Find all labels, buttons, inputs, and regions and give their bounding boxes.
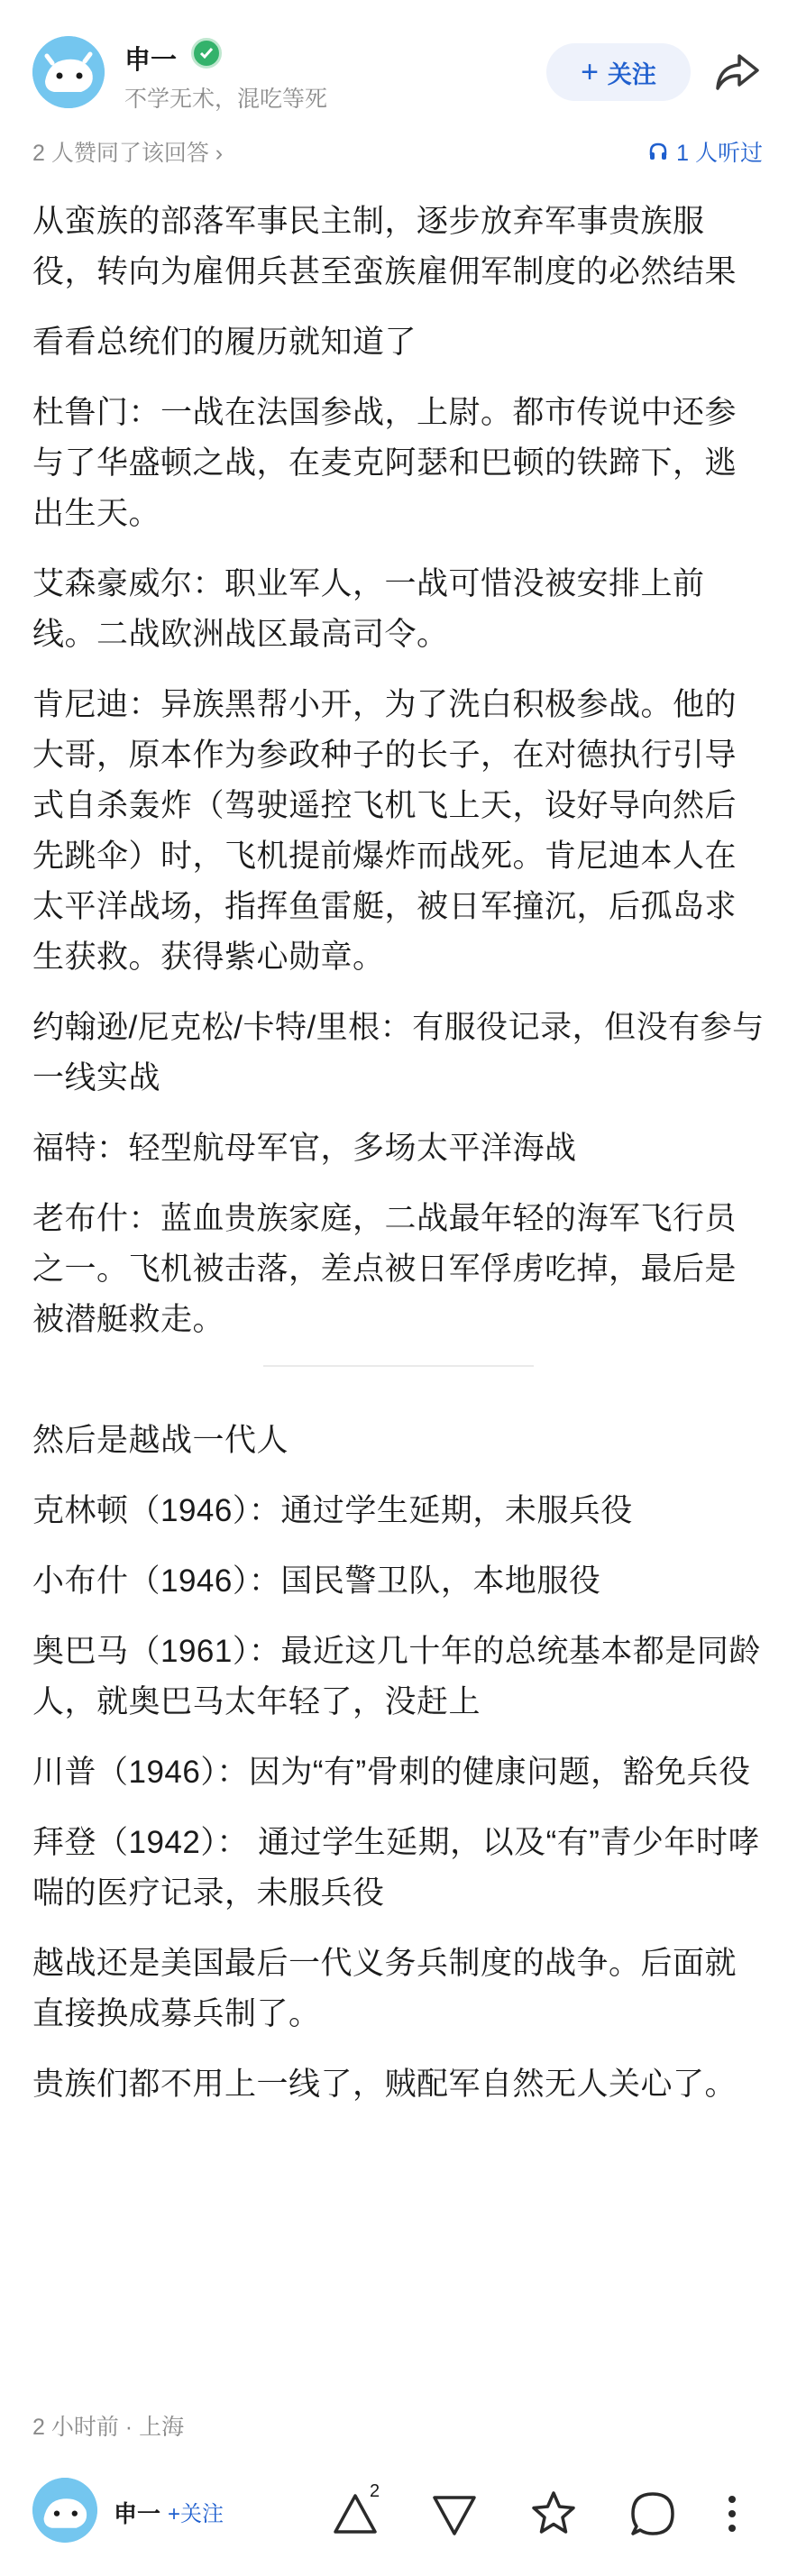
answer-paragraph: 奥巴马（1961）：最近这几十年的总统基本都是同龄人，就奥巴马太年轻了，没赶上 <box>32 1634 761 1719</box>
favorite-icon[interactable] <box>527 2487 581 2541</box>
comment-icon[interactable] <box>626 2487 680 2541</box>
answer-paragraph: 福特：轻型航母军官，多场太平洋海战 <box>32 1131 577 1166</box>
post-time-location: 2 小时前 · 上海 <box>32 2415 185 2440</box>
answer-paragraph: 越战还是美国最后一代义务兵制度的战争。后面就直接换成募兵制了。 <box>32 1946 737 2031</box>
author-name[interactable]: 申一 <box>124 46 178 75</box>
answer-body <box>32 197 765 2130</box>
author-bio: 不学无术，混吃等死 <box>124 87 328 112</box>
downvote-icon[interactable] <box>427 2487 481 2541</box>
plus-icon: + <box>581 54 599 89</box>
bottom-author-avatar[interactable] <box>32 2478 97 2543</box>
bottom-action-bar <box>0 2471 797 2570</box>
meta-row <box>0 135 797 171</box>
headphones-icon <box>647 141 669 162</box>
bottom-follow-button[interactable]: +关注 <box>168 2502 224 2526</box>
bottom-author-name[interactable]: 申一 <box>114 2500 161 2527</box>
share-icon[interactable] <box>712 50 763 94</box>
answer-paragraph: 约翰逊/尼克松/卡特/里根：有服役记录，但没有参与一线实战 <box>32 1010 765 1095</box>
listen-info[interactable] <box>647 135 763 168</box>
answer-paragraph: 川普（1946）：因为“有”骨刺的健康问题，豁免兵役 <box>32 1755 751 1790</box>
more-icon[interactable] <box>714 2487 750 2541</box>
answer-paragraph: 肯尼迪：异族黑帮小开，为了洗白积极参战。他的大哥，原本作为参政种子的长子，在对德执行引导式自杀轰炸（驾驶遥控飞机飞上天，设好导向然后先跳伞）时，飞机提前爆炸而战死。肯尼迪本人在太平洋战场，指挥鱼雷艇，被日军撞沉，后孤岛求生获救。获得紫心勋章。 <box>32 687 737 975</box>
upvote-count: 2 <box>370 2481 380 2501</box>
answer-paragraph: 从蛮族的部落军事民主制，逐步放弃军事贵族服役，转向为雇佣兵甚至蛮族雇佣军制度的必然结果 <box>32 204 737 289</box>
listen-count: 1 人听过 <box>676 141 763 166</box>
answer-header <box>0 0 797 135</box>
answer-paragraph: 老布什：蓝血贵族家庭，二战最年轻的海军飞行员之一。飞机被击落，差点被日军俘虏吃掉，最后是被潜艇救走。 <box>32 1201 737 1337</box>
answer-paragraph: 看看总统们的履历就知道了 <box>32 325 417 360</box>
verified-badge-icon <box>191 38 222 69</box>
answer-paragraph: 克林顿（1946）：通过学生延期，未服兵役 <box>32 1493 633 1528</box>
avatar-image <box>32 2478 97 2543</box>
section-divider <box>263 1365 534 1367</box>
avatar-image <box>32 36 105 108</box>
answer-paragraph: 小布什（1946）：国民警卫队，本地服役 <box>32 1563 601 1599</box>
follow-label: 关注 <box>607 60 656 88</box>
follow-button[interactable] <box>546 43 691 101</box>
answer-paragraph: 杜鲁门：一战在法国参战，上尉。都市传说中还参与了华盛顿之战，在麦克阿瑟和巴顿的铁蹄下，逃出生天。 <box>32 395 737 531</box>
answer-paragraph: 艾森豪威尔：职业军人，一战可惜没被安排上前线。二战欧洲战区最高司令。 <box>32 566 705 652</box>
answer-paragraph: 然后是越战一代人 <box>32 1423 289 1458</box>
likes-summary[interactable]: 2 人赞同了该回答 › <box>32 141 224 166</box>
author-avatar[interactable] <box>32 36 105 108</box>
answer-paragraph: 拜登（1942）： 通过学生延期，以及“有”青少年时哮喘的医疗记录，未服兵役 <box>32 1825 760 1911</box>
answer-paragraph: 贵族们都不用上一线了，贼配军自然无人关心了。 <box>32 2067 737 2102</box>
